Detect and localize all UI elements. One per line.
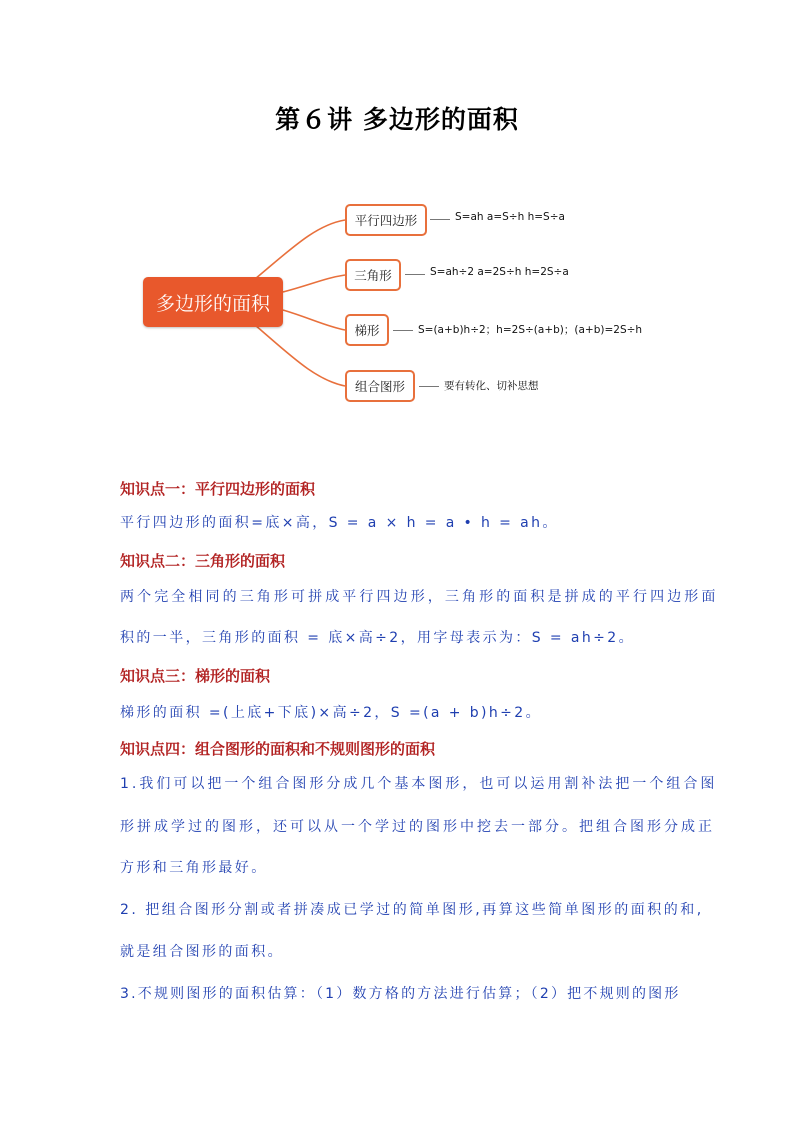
section-heading-3: 知识点三：梯形的面积 [120, 667, 271, 685]
connector-triangle [283, 275, 345, 292]
branch-composite: 组合图形 [345, 370, 415, 402]
section-3-line-1: 梯形的面积 =(上底+下底)×高÷2，S =(a + b)h÷2。 [120, 705, 543, 721]
section-1-line-1: 平行四边形的面积=底×高，S = a × h = a • h = ah。 [120, 515, 559, 531]
connector-parallelogram [255, 220, 345, 279]
branch-triangle: 三角形 [345, 259, 401, 291]
section-4-line-1: 1.我们可以把一个组合图形分成几个基本图形，也可以运用割补法把一个组合图 [120, 776, 718, 792]
branch-dash [430, 219, 450, 220]
section-4-line-5: 就是组合图形的面积。 [120, 944, 284, 960]
section-heading-2: 知识点二：三角形的面积 [120, 552, 286, 570]
section-heading-4: 知识点四：组合图形的面积和不规则图形的面积 [120, 740, 436, 758]
formula-composite: 要有转化、切补思想 [444, 380, 539, 392]
page-title: 第６讲 多边形的面积 [275, 105, 519, 134]
formula-triangle: S=ah÷2 a=2S÷h h=2S÷a [430, 266, 569, 278]
connector-composite [255, 325, 345, 386]
branch-dash [419, 386, 439, 387]
branch-trapezoid: 梯形 [345, 314, 389, 346]
branch-parallelogram: 平行四边形 [345, 204, 427, 236]
mind-map [0, 0, 794, 440]
root-node: 多边形的面积 [143, 277, 283, 327]
branch-dash [405, 274, 425, 275]
section-4-line-4: 2. 把组合图形分割或者拼凑成已学过的简单图形,再算这些简单图形的面积的和, [120, 902, 704, 918]
formula-trapezoid: S=(a+b)h÷2；h=2S÷(a+b)；(a+b)=2S÷h [418, 324, 643, 336]
branch-dash [393, 330, 413, 331]
section-2-line-1: 两个完全相同的三角形可拼成平行四边形，三角形的面积是拼成的平行四边形面 [120, 589, 719, 605]
section-2-line-2: 积的一半，三角形的面积 = 底×高÷2，用字母表示为：S = ah÷2。 [120, 630, 636, 646]
section-4-line-2: 形拼成学过的图形，还可以从一个学过的图形中挖去一部分。把组合图形分成正 [120, 819, 715, 835]
section-4-line-6: 3.不规则图形的面积估算：（1）数方格的方法进行估算；（2）把不规则的图形 [120, 986, 681, 1002]
section-4-line-3: 方形和三角形最好。 [120, 860, 268, 876]
section-heading-1: 知识点一：平行四边形的面积 [120, 480, 316, 498]
connector-trapezoid [283, 310, 345, 330]
formula-parallelogram: S=ah a=S÷h h=S÷a [455, 211, 565, 223]
